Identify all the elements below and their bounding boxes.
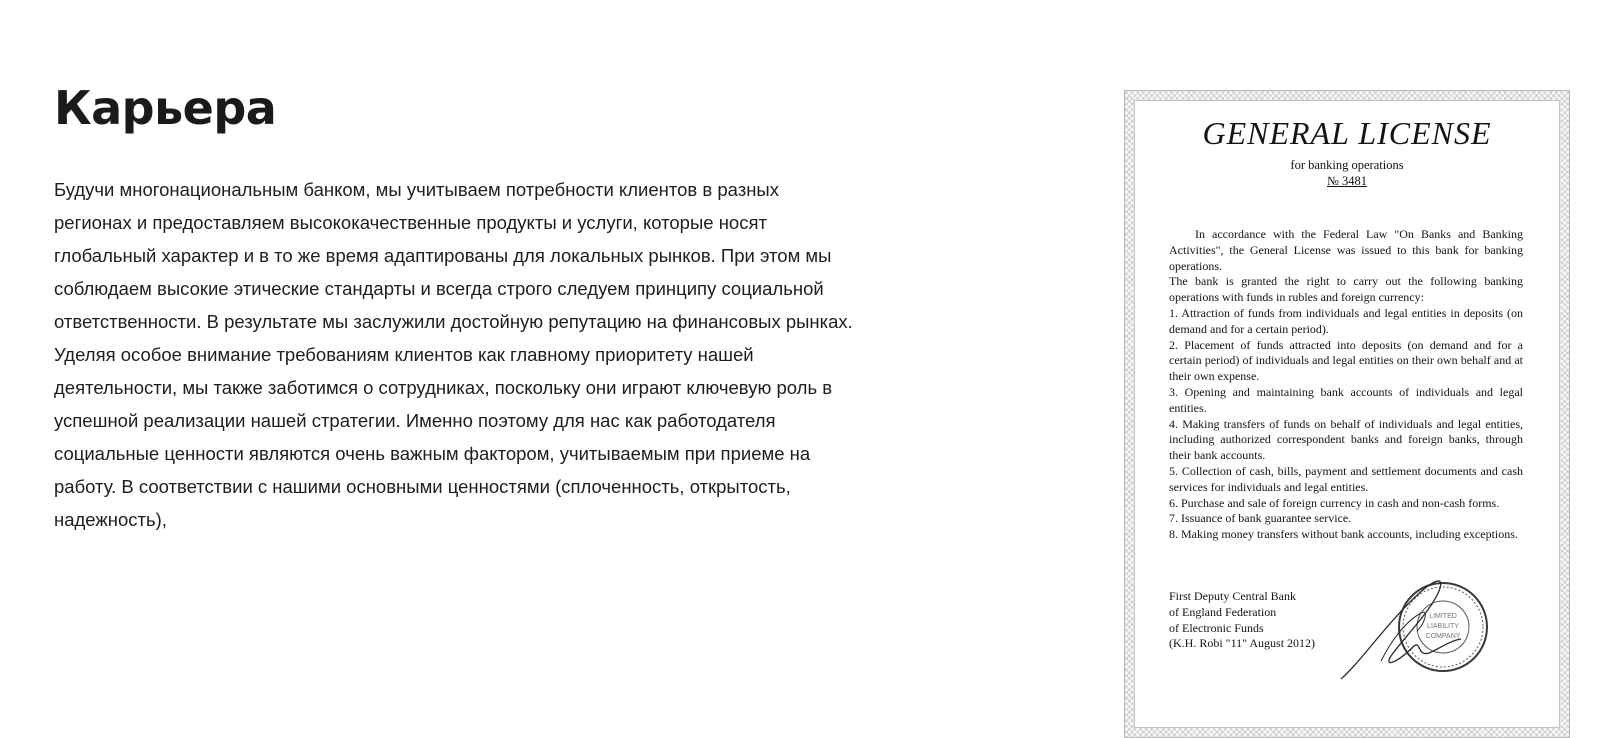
intro-line: надежность), [54, 509, 167, 530]
license-item: 4. Making transfers of funds on behalf of individuals and legal entities, including authorized correspondent banks and foreign banks, through their bank accounts. [1169, 416, 1523, 463]
signoff-line: of Electronic Funds [1169, 620, 1264, 635]
seal-text-line: LIMITED [1429, 613, 1457, 620]
license-grant: The bank is granted the right to carry out the following banking operations with funds in rubles and foreign currency: [1169, 274, 1523, 305]
license-item: 2. Placement of funds attracted into deposits (on demand and for a certain period) of individuals and legal entities on their own behalf and at their own expense. [1169, 337, 1523, 384]
license-document [1134, 100, 1560, 728]
license-subtitle: for banking operations [1290, 158, 1404, 172]
license-preamble: In accordance with the Federal Law "On Banks and Banking Activities", the General License was issued to this bank for banking operations. [1169, 227, 1523, 273]
license-certificate-image [1124, 90, 1570, 738]
signoff-line: First Deputy Central Bank [1169, 589, 1296, 603]
intro-line: деятельности, мы также заботимся о сотрудниках, поскольку они играют ключевую роль в [54, 377, 833, 398]
license-item: 5. Collection of cash, bills, payment and settlement documents and cash services for individuals and legal entities. [1169, 463, 1523, 494]
intro-line: регионах и предоставляем высококачественные продукты и услуги, которые носят [54, 212, 767, 233]
intro-line: ответственности. В результате мы заслужили достойную репутацию на финансовых рынках. [54, 311, 853, 332]
intro-line: глобальный характер и в то же время адаптированы для локальных рынков. При этом мы [54, 245, 832, 266]
license-item: 8. Making money transfers without bank accounts, including exceptions. [1169, 527, 1518, 542]
intro-line: Уделяя особое внимание требованиям клиентов как главному приоритету нашей [54, 344, 754, 365]
license-number [1135, 173, 1559, 189]
intro-line: работу. В соответствии с нашими основными ценностями (сплоченность, открытость, [54, 476, 791, 497]
page-title: Карьера [54, 81, 277, 135]
intro-line: Будучи многонациональным банком, мы учитываем потребности клиентов в разных [54, 179, 779, 200]
license-body [1169, 227, 1523, 543]
intro-line: успешной реализации нашей стратегии. Именно поэтому для нас как работодателя [54, 410, 776, 431]
seal-text-line: COMPANY [1425, 633, 1461, 640]
intro-line: социальные ценности являются очень важным фактором, учитываемым при приеме на [54, 443, 811, 464]
license-item: 3. Opening and maintaining bank accounts of individuals and legal entities. [1169, 384, 1523, 415]
signoff-line: (K.H. Robi "11" August 2012) [1169, 636, 1316, 651]
license-number-text: № 3481 [1326, 174, 1368, 188]
license-signoff [1169, 589, 1315, 652]
license-item: 6. Purchase and sale of foreign currency in cash and non-cash forms. [1169, 495, 1500, 510]
signature-icon [1321, 561, 1481, 691]
license-item: 1. Attraction of funds from individuals and legal entities in deposits (on demand and for a certain period). [1169, 305, 1523, 336]
signoff-line: of England Federation [1169, 604, 1277, 619]
license-item: 7. Issuance of bank guarantee service. [1169, 511, 1352, 526]
intro-line: соблюдаем высокие этические стандарты и всегда строго следуем принципу социальной [54, 278, 824, 299]
intro-paragraph [54, 173, 894, 536]
seal-text-line: LIABILITY [1427, 623, 1459, 630]
license-title: GENERAL LICENSE [1202, 115, 1492, 151]
